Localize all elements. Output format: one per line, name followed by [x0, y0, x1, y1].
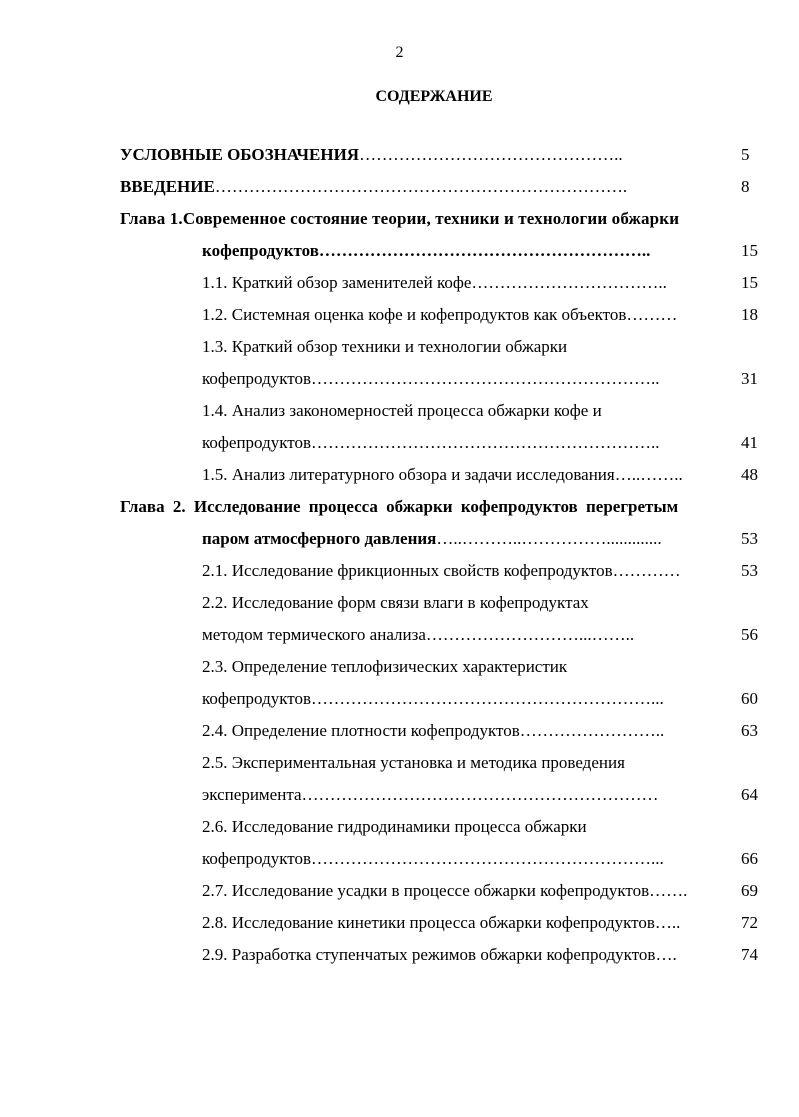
- toc-entry-title: методом термического анализа: [202, 625, 426, 644]
- toc-entry-title: кофепродуктов: [202, 241, 319, 260]
- toc-entry-title: 2.1. Исследование фрикционных свойств кофепродуктов: [202, 561, 613, 580]
- toc-page-number: 5: [741, 145, 750, 164]
- toc-entry-title: кофепродуктов: [202, 369, 311, 388]
- toc-entry-title: 2.4. Определение плотности кофепродуктов: [202, 721, 520, 740]
- toc-leader-dots: …………: [612, 561, 681, 580]
- toc-entry-title: УСЛОВНЫЕ ОБОЗНАЧЕНИЯ: [120, 145, 360, 164]
- toc-entry-title: 2.7. Исследование усадки в процессе обжарки кофепродуктов: [202, 881, 650, 900]
- toc-page-number: 69: [741, 881, 758, 900]
- toc-leader-dots: ………………………………………………………: [301, 785, 659, 804]
- toc-page-number: 31: [741, 369, 758, 388]
- toc-entry-title: 2.9. Разработка ступенчатых режимов обжарки кофепродуктов: [202, 945, 656, 964]
- toc-page-number: 64: [741, 785, 758, 804]
- toc-entry-title: Глава 1.Современное состояние теории, техники и технологии обжарки: [120, 209, 680, 228]
- toc-page-number: 15: [741, 273, 758, 292]
- toc-entry-title: 1.2. Системная оценка кофе и кофепродуктов как объектов: [202, 305, 627, 324]
- toc-page-number: 15: [741, 241, 758, 260]
- toc-entry-title: 2.6. Исследование гидродинамики процесса обжарки: [202, 817, 587, 836]
- toc-entry-title: 2.8. Исследование кинетики процесса обжарки кофепродуктов: [202, 913, 655, 932]
- toc-entry-title: 1.4. Анализ закономерностей процесса обжарки кофе и: [202, 401, 602, 420]
- toc-page-number: 56: [741, 625, 758, 644]
- toc-entry-title: паром атмосферного давления: [202, 529, 437, 548]
- toc-entry-title: 1.5. Анализ литературного обзора и задачи исследования: [202, 465, 615, 484]
- toc-entry-title: ВВЕДЕНИЕ: [120, 177, 215, 196]
- toc-page-number: 53: [741, 561, 758, 580]
- toc-page-number: 8: [741, 177, 750, 196]
- toc-leader-dots: ……………………………………………………..: [310, 433, 660, 452]
- page-title: СОДЕРЖАНИЕ: [375, 88, 493, 105]
- toc-page-number: 72: [741, 913, 758, 932]
- toc-page-number: 18: [741, 305, 758, 324]
- toc-leader-dots: ………: [626, 305, 678, 324]
- toc-page-number: 53: [741, 529, 758, 548]
- toc-leader-dots: ……………………..: [519, 721, 665, 740]
- toc-leader-dots: …..………..…………….............: [436, 529, 662, 548]
- toc-page-number: 41: [741, 433, 758, 452]
- toc-page-number: 74: [741, 945, 758, 964]
- toc-entry-title: 2.5. Экспериментальная установка и методика проведения: [202, 753, 625, 772]
- toc-leader-dots: …….: [649, 881, 688, 900]
- toc-leader-dots: ……………………………………………………...: [310, 849, 664, 868]
- toc-entry-title: 1.3. Краткий обзор техники и технологии обжарки: [202, 337, 568, 356]
- toc-entry-title: эксперимента: [202, 785, 302, 804]
- toc-leader-dots: ……………………………..: [471, 273, 667, 292]
- toc-entry-title: Глава 2. Исследование процесса обжарки кофепродуктов перегретым: [120, 497, 679, 516]
- toc-entry-title: кофепродуктов: [202, 849, 311, 868]
- toc-page-number: 60: [741, 689, 758, 708]
- page-number: 2: [395, 44, 404, 61]
- toc-page-number: 66: [741, 849, 758, 868]
- toc-entry-title: 2.2. Исследование форм связи влаги в кофепродуктах: [202, 593, 589, 612]
- toc-leader-dots: ………………………………………..: [359, 145, 623, 164]
- toc-leader-dots: …………………………………………………..: [318, 241, 651, 260]
- toc-entry-title: 2.3. Определение теплофизических характеристик: [202, 657, 568, 676]
- toc-leader-dots: …..……..: [614, 465, 683, 484]
- toc-leader-dots: ………………………...……..: [425, 625, 635, 644]
- toc-leader-dots: ……………………………………………………..: [310, 369, 660, 388]
- toc-leader-dots: …..: [654, 913, 681, 932]
- toc-entry-title: кофепродуктов: [202, 433, 311, 452]
- toc-page-number: 48: [741, 465, 758, 484]
- toc-leader-dots: ……………………………………………………………….: [214, 177, 628, 196]
- toc-leader-dots: ……………………………………………………...: [310, 689, 664, 708]
- toc-entry-title: 1.1. Краткий обзор заменителей кофе: [202, 273, 472, 292]
- toc-page-number: 63: [741, 721, 758, 740]
- toc-entry-title: кофепродуктов: [202, 689, 311, 708]
- toc-leader-dots: ….: [655, 945, 677, 964]
